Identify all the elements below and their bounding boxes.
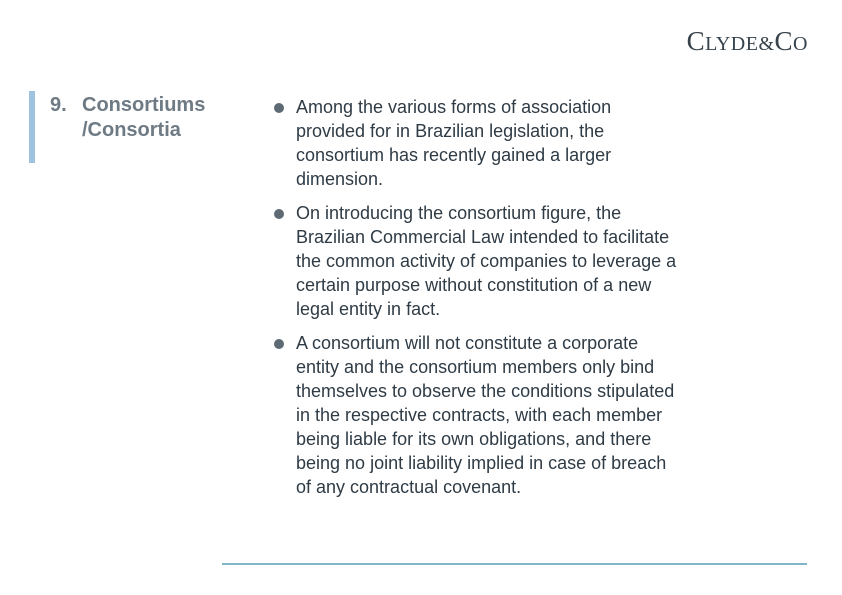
bullet-text: A consortium will not constitute a corporate entity and the consortium members only bind themselves to observe the conditions stipulated in the respective contracts, with each member being liable for its own obligations, and there being no joint liability implied in case of breach of any contractual covenant. [296, 333, 675, 497]
footer-divider [222, 563, 807, 565]
bullet-item [270, 95, 680, 191]
section-title-line2: /Consortia [82, 119, 181, 141]
logo-ampersand: & [758, 33, 775, 55]
section-title-line1: Consortiums [82, 94, 206, 116]
bullet-item [270, 201, 680, 321]
clyde-co-logo [687, 28, 808, 55]
section-number: 9. [50, 94, 67, 116]
bullet-text: Among the various forms of association provided for in Brazilian legislation, the consortium has recently gained a larger dimension. [296, 97, 612, 189]
section-heading-line1 [50, 93, 205, 118]
bullet-dot-icon [274, 339, 284, 349]
bullet-list [270, 95, 680, 509]
bullet-item [270, 331, 680, 499]
logo-text-lyde: LYDE [705, 33, 759, 55]
bullet-dot-icon [274, 103, 284, 113]
logo-letter-c: C [686, 26, 706, 56]
logo-letter-c2: C [774, 26, 794, 56]
bullet-text: On introducing the consortium figure, the Brazilian Commercial Law intended to facilitate the common activity of companies to leverage a certain purpose without constitution of a new legal entity in fact. [296, 203, 677, 319]
logo-letter-o: O [793, 33, 808, 55]
section-accent-bar [29, 91, 35, 163]
section-heading [50, 93, 205, 143]
bullet-dot-icon [274, 209, 284, 219]
